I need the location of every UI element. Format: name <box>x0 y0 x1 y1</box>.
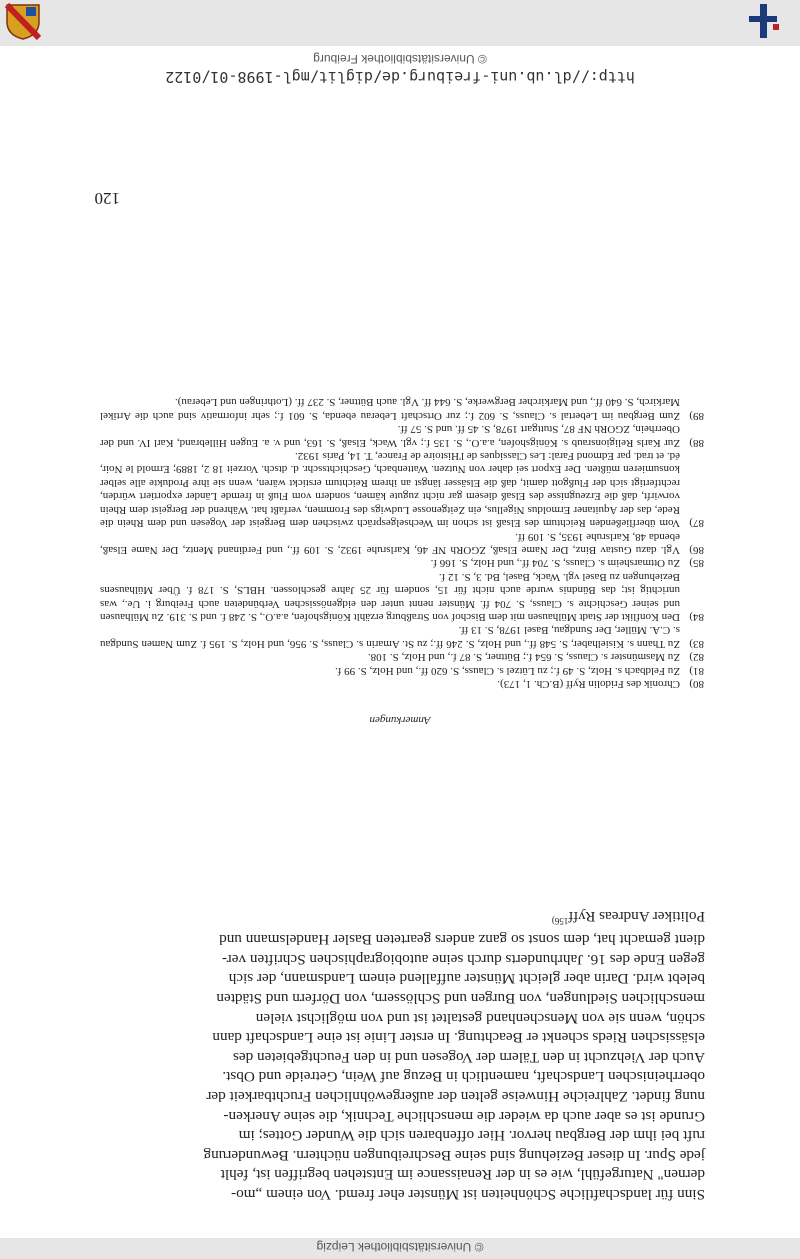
note-text: Den Konflikt der Stadt Mülhausen mit dem Bischof von Straßburg erzählt Königshofen, a.a.O., S. 248 f. und S. 319. Zu Mülhausen und seiner Geschichte s. Clauss, S. 704 ff. Münster nennt unter den eidgenössischen Verbündeten auch Freiburg i. Ue., was unrichtig ist; das Bündnis wurde auch nicht für 15, sondern für 25 Jahre geschlossen. HBLS, S. 178 f. Über Mülhausens Beziehungen zu Basel vgl. Wack, Basel, Bd. 3, S. 12 f. <box>100 570 680 623</box>
note-82 <box>100 650 704 663</box>
note-81 <box>100 663 704 676</box>
note-85 <box>100 556 704 569</box>
body-line-11: Grunde ist es aber auch da wieder die menschliche Technik, die seine Anerken- <box>223 1107 705 1125</box>
note-87 <box>100 449 704 529</box>
body-line-6: schön, wenn sie von Menschenhand gestaltet ist und von möglichst vielen <box>255 1009 705 1027</box>
body-line-4: belebt wird. Darin aber gleicht Münster auffallend einem Landsmann, der sich <box>228 970 705 988</box>
note-text: Zu Masmünster s. Clauss, S. 654 f.; Büttner, S. 87 f., und Holz, S. 108. <box>367 651 680 664</box>
note-text: Vom überfließenden Reichtum des Elsaß ist schon im Wechselgespräch zwischen dem Bergeist der Vogesen und dem Rhein die Rede, das der Aquitaner Ermoldus Nigellus, ein Zeitgenosse Ludwigs des Frommen, verfaßt hat. Während der Bergeist dem Rhein vorwirft, daß die Erzeugnisse des Elsaß diesem gar nicht zugute kämen, sondern vom Fluß in fremde Länder exportiert würden, rechtfertigt sich der Flußgott damit, daß die Elsässer längst an ihrem Reichtum erstickt wären, wenn sie ihre Produkte alle selber konsumieren müßten. Der Export sei daher von Nutzen. Wattenbach, Geschichtsschr. d. dtsch. Vorzeit 18 2, 1889; Ermold le Noir, éd. et trad. par Edmond Faral: Les Classiques de l'Histoire de France, T. 14, Paris 1932. <box>100 450 680 530</box>
note-83 <box>100 623 704 650</box>
note-text: Zum Bergbau im Lebertal s. Clauss, S. 602 f.; zur Ortschaft Leberau ebenda, S. 601 f.; sehr informativ sind auch die Artikel Markirch, S. 640 ff., und Markircher Bergwerke, S. 644 ff. Vgl. auch Büttner, S. 237 ff. (Lothringen und Leberau). <box>100 396 680 422</box>
body-line-1-text: Politiker Andreas Ryff <box>568 907 705 925</box>
note-80 <box>100 677 704 690</box>
body-line-2: dient gemacht hat, dem sonst so ganz anders gearteten Basler Handelsmann und <box>219 931 705 949</box>
footnote-ref: 156) <box>551 915 569 926</box>
viewer-bottom-bar <box>0 1238 800 1259</box>
note-number: 82) <box>689 651 704 664</box>
body-line-5: menschlichen Siedlungen, von Burgen und Schlössern, von Dörfern und Städten <box>216 990 705 1008</box>
note-number: 87) <box>689 517 704 530</box>
copyright-header: © Universitätsbibliothek Freiburg <box>313 52 487 66</box>
note-89 <box>100 395 704 422</box>
body-line-9: oberrheinischen Landschaft, namentlich in Bezug auf Wein, Getreide und Obst. <box>222 1068 705 1086</box>
note-number: 86) <box>689 543 704 556</box>
body-line-7: elsässischen Rieds schenkt er Beachtung. In erster Linie ist eine Landschaft dann <box>212 1029 705 1047</box>
body-line-8: Auch der Viehzucht in den Tälern der Vogesen und in den Feuchtgebieten des <box>232 1048 705 1066</box>
rotated-page-content <box>0 46 800 1238</box>
note-84 <box>100 569 704 623</box>
note-number: 89) <box>689 409 704 422</box>
note-number: 88) <box>689 436 704 449</box>
note-text: Zur Karls Religionsraub s. Königshofen, a.a.O., S. 135 f.; vgl. Wack, Elsaß, S. 163, und v. a. Eugen Hillebrand, Karl IV. und der Oberrhein, ZGORh NF 87, Stuttgart 1978, S. 45 ff. und S. 57 ff. <box>100 423 680 449</box>
page-number: 120 <box>94 189 120 208</box>
note-number: 80) <box>689 678 704 690</box>
note-number: 83) <box>689 637 704 650</box>
note-86 <box>100 529 704 556</box>
viewer-top-bar <box>0 0 800 46</box>
note-text: Zu Ottmarsheim s. Clauss, S. 704 ff., und Holz, S. 166 f. <box>430 557 680 570</box>
body-text <box>95 906 705 1204</box>
body-line-10: nung findet. Zahlreiche Hinweise gelten der außergewöhnlichen Fruchtbarkeit der <box>206 1088 705 1106</box>
body-line-15: Sinn für landschaftliche Schönheiten ist Münster eher fremd. Von einem „mo- <box>231 1186 705 1203</box>
source-url[interactable]: http://dl.ub.uni-freiburg.de/diglit/mgl-1998-01/0122 <box>165 68 635 86</box>
scanned-page <box>0 46 800 1238</box>
body-line-13: jede Spur. In dieser Beziehung sind seine Beschreibungen nüchtern. Bewunderung <box>203 1146 705 1164</box>
note-number: 85) <box>689 557 704 570</box>
coat-of-arms-logo <box>4 2 42 40</box>
body-line-1 <box>95 906 705 930</box>
footnotes <box>100 395 704 690</box>
bottom-copyright: © Universitätsbibliothek Leipzig <box>316 1240 484 1254</box>
university-logo <box>746 2 782 40</box>
notes-heading: Anmerkungen <box>369 714 431 726</box>
note-88 <box>100 422 704 449</box>
body-line-12: ruft bei ihm der Bergbau hervor. Hier offenbaren sich die Wunder Gottes; im <box>238 1127 705 1145</box>
body-line-14: dernen" Naturgefühl, wie es in der Renaissance im Entstehen begriffen ist, fehlt <box>220 1166 705 1184</box>
note-number: 81) <box>689 664 704 677</box>
note-text: Chronik des Fridolin Ryff (B.Ch. 1, 173). <box>497 678 680 690</box>
note-text: Zu Thann s. Kisielhaber, S. 548 ff., und Holz, S. 246 ff.; zu St. Amarin s. Clauss, S. 956, und Holz, S. 195 f. Zum Namen Sundgau s. C.A. Müller, Der Sundgau, Basel 1978, S. 13 ff. <box>100 624 680 650</box>
note-text: Vgl. dazu Gustav Binz, Der Name Elsaß, ZGORh NF 46, Karlsruhe 1932, S. 109 ff., und Ferdinand Mentz, Der Name Elsaß, ebenda 48, Karlsruhe 1935, S. 109 ff. <box>100 530 680 556</box>
body-line-3: gegen Ende des 16. Jahrhunderts durch seine autobiographischen Schriften ver- <box>221 950 705 968</box>
note-text: Zu Feldbach s. Holz, S. 49 f.; zu Lützel s. Clauss, S. 620 ff., und Holz, S. 99 f. <box>334 664 680 677</box>
note-number: 84) <box>689 610 704 623</box>
